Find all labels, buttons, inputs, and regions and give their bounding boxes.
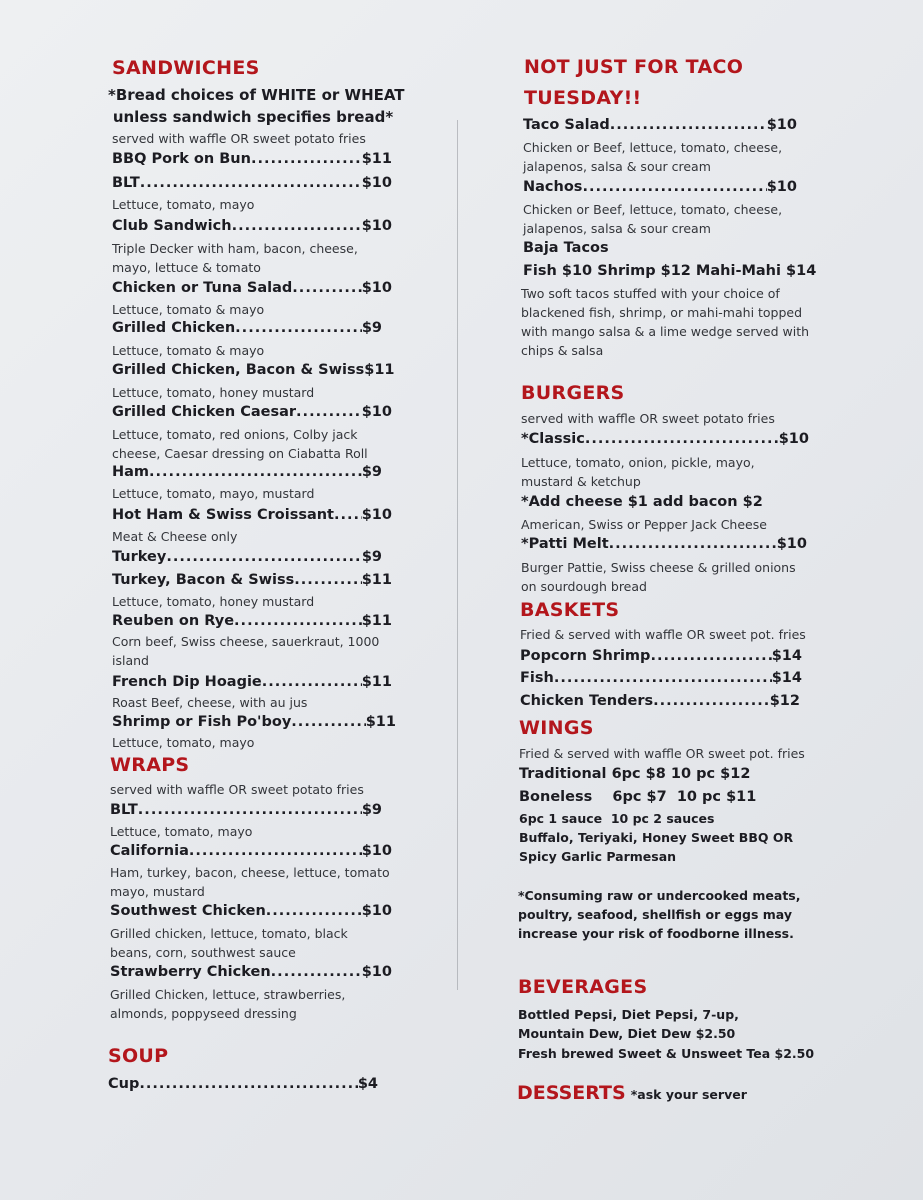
menu-item-desc: Burger Pattie, Swiss cheese & grilled onions on sourdough bread	[521, 560, 796, 594]
menu-item-fish-basket: Fish ..... $14	[520, 670, 802, 686]
menu-item-blt-sandwich: BLT ..... $10	[112, 175, 392, 191]
menu-item-classic-burger: *Classic ..... $10	[521, 431, 809, 447]
menu-item-popcorn-shrimp: Popcorn Shrimp ..... $14	[520, 648, 802, 664]
bread-note-line-2: unless sandwich specifies bread*	[112, 108, 394, 126]
menu-item-ham: Ham ..... $9	[112, 464, 382, 480]
menu-item-desc: Ham, turkey, bacon, cheese, lettuce, tomato mayo, mustard	[110, 865, 390, 899]
beverages-soda: Bottled Pepsi, Diet Pepsi, 7-up, Mountain Dew, Diet Dew $2.50	[518, 1007, 739, 1041]
menu-item-club-sandwich: Club Sandwich ..... $10	[112, 218, 392, 234]
baja-tacos-prices: Fish $10 Shrimp $12 Mahi-Mahi $14	[523, 263, 817, 279]
menu-item-grilled-chicken-caesar: Grilled Chicken Caesar ..... $10	[112, 404, 392, 420]
menu-item-grilled-chicken-bacon-swiss: Grilled Chicken, Bacon & Swiss $11	[112, 362, 395, 378]
menu-item-turkey-bacon-swiss: Turkey, Bacon & Swiss ..... $11	[112, 572, 392, 588]
wraps-heading: WRAPS	[110, 754, 190, 776]
menu-item-hot-ham-swiss: Hot Ham & Swiss Croissant ..... $10	[112, 507, 392, 523]
burgers-heading: BURGERS	[521, 382, 625, 404]
desserts-note: *ask your server	[630, 1087, 747, 1102]
taco-heading-line-2: TUESDAY!!	[524, 87, 642, 109]
burger-addons-desc: American, Swiss or Pepper Jack Cheese	[521, 517, 767, 532]
desserts-heading: DESSERTS	[517, 1082, 626, 1104]
menu-item-soup-cup: Cup ..... $4	[108, 1076, 378, 1092]
menu-item-nachos: Nachos ..... $10	[523, 179, 797, 195]
menu-item-desc: Lettuce, tomato & mayo	[112, 302, 265, 317]
menu-item-patti-melt: *Patti Melt ..... $10	[521, 536, 807, 552]
menu-item-desc: Meat & Cheese only	[112, 529, 238, 544]
wings-boneless: Boneless 6pc $7 10 pc $11	[519, 789, 757, 805]
sandwiches-served-note: served with waffle OR sweet potato fries	[112, 131, 366, 146]
menu-item-desc: Lettuce, tomato, honey mustard	[112, 385, 315, 400]
menu-item-desc: Lettuce, tomato, mayo	[110, 824, 253, 839]
foodborne-disclaimer: *Consuming raw or undercooked meats, poultry, seafood, shellfish or eggs may increase your risk of foodborne illness.	[518, 888, 801, 941]
wings-sauce-count: 6pc 1 sauce 10 pc 2 sauces	[519, 811, 715, 826]
menu-item-blt-wrap: BLT ..... $9	[110, 802, 382, 818]
wings-sauces: Buffalo, Teriyaki, Honey Sweet BBQ OR Spicy Garlic Parmesan	[519, 830, 794, 864]
menu-item-desc: Grilled chicken, lettuce, tomato, black beans, corn, southwest sauce	[110, 926, 348, 960]
sandwiches-heading: SANDWICHES	[112, 57, 260, 79]
menu-item-desc: Grilled Chicken, lettuce, strawberries, almonds, poppyseed dressing	[110, 987, 346, 1021]
wings-served-note: Fried & served with waffle OR sweet pot. fries	[519, 746, 805, 761]
menu-item-taco-salad: Taco Salad ..... $10	[523, 117, 797, 133]
menu-item-desc: Roast Beef, cheese, with au jus	[112, 695, 308, 710]
menu-item-french-dip: French Dip Hoagie ..... $11	[112, 674, 392, 690]
menu-item-desc: Lettuce, tomato, red onions, Colby jack cheese, Caesar dressing on Ciabatta Roll	[112, 427, 368, 461]
menu-item-desc: Triple Decker with ham, bacon, cheese, mayo, lettuce & tomato	[112, 241, 358, 275]
wraps-served-note: served with waffle OR sweet potato fries	[110, 782, 364, 797]
burger-addons: *Add cheese $1 add bacon $2	[521, 494, 763, 510]
baja-tacos-title: Baja Tacos	[523, 240, 609, 256]
menu-item-desc: Lettuce, tomato, mayo	[112, 197, 255, 212]
menu-item-southwest-wrap: Southwest Chicken ..... $10	[110, 903, 392, 919]
menu-item-chicken-tenders: Chicken Tenders ..... $12	[520, 693, 800, 709]
taco-heading-line-1: NOT JUST FOR TACO	[524, 56, 744, 78]
desserts-line	[517, 1082, 747, 1104]
baskets-heading: BASKETS	[520, 599, 620, 621]
menu-item-desc: Lettuce, tomato & mayo	[112, 343, 265, 358]
burgers-served-note: served with waffle OR sweet potato fries	[521, 411, 775, 426]
menu-item-turkey: Turkey ..... $9	[112, 549, 382, 565]
wings-traditional: Traditional 6pc $8 10 pc $12	[519, 766, 751, 782]
beverages-tea: Fresh brewed Sweet & Unsweet Tea $2.50	[518, 1046, 815, 1061]
menu-item-bbq-pork: BBQ Pork on Bun ..... $11	[112, 151, 392, 167]
beverages-heading: BEVERAGES	[518, 976, 648, 998]
menu-item-desc: Lettuce, tomato, mayo	[112, 735, 255, 750]
column-divider	[457, 120, 458, 990]
menu-item-desc: Chicken or Beef, lettuce, tomato, cheese, jalapenos, salsa & sour cream	[523, 202, 783, 236]
menu-item-desc: Chicken or Beef, lettuce, tomato, cheese, jalapenos, salsa & sour cream	[523, 140, 783, 174]
baja-tacos-desc: Two soft tacos stuffed with your choice of blackened fish, shrimp, or mahi-mahi topped with mango salsa & a lime wedge served with chips & salsa	[521, 286, 810, 358]
menu-item-strawberry-wrap: Strawberry Chicken ..... $10	[110, 964, 392, 980]
menu-item-grilled-chicken: Grilled Chicken ..... $9	[112, 320, 382, 336]
menu-item-desc: Corn beef, Swiss cheese, sauerkraut, 1000 island	[112, 634, 380, 668]
menu-item-poboy: Shrimp or Fish Po'boy ..... $11	[112, 714, 396, 730]
menu-item-desc: Lettuce, tomato, onion, pickle, mayo, mustard & ketchup	[521, 455, 755, 489]
bread-note-line-1: *Bread choices of WHITE or WHEAT	[108, 86, 405, 104]
menu-item-california-wrap: California ..... $10	[110, 843, 392, 859]
soup-heading: SOUP	[108, 1045, 169, 1067]
menu-item-desc: Lettuce, tomato, honey mustard	[112, 594, 315, 609]
wings-heading: WINGS	[519, 717, 594, 739]
menu-item-chicken-tuna-salad: Chicken or Tuna Salad ..... $10	[112, 280, 392, 296]
menu-item-reuben: Reuben on Rye ..... $11	[112, 613, 392, 629]
baskets-served-note: Fried & served with waffle OR sweet pot. fries	[520, 627, 806, 642]
menu-item-desc: Lettuce, tomato, mayo, mustard	[112, 486, 315, 501]
